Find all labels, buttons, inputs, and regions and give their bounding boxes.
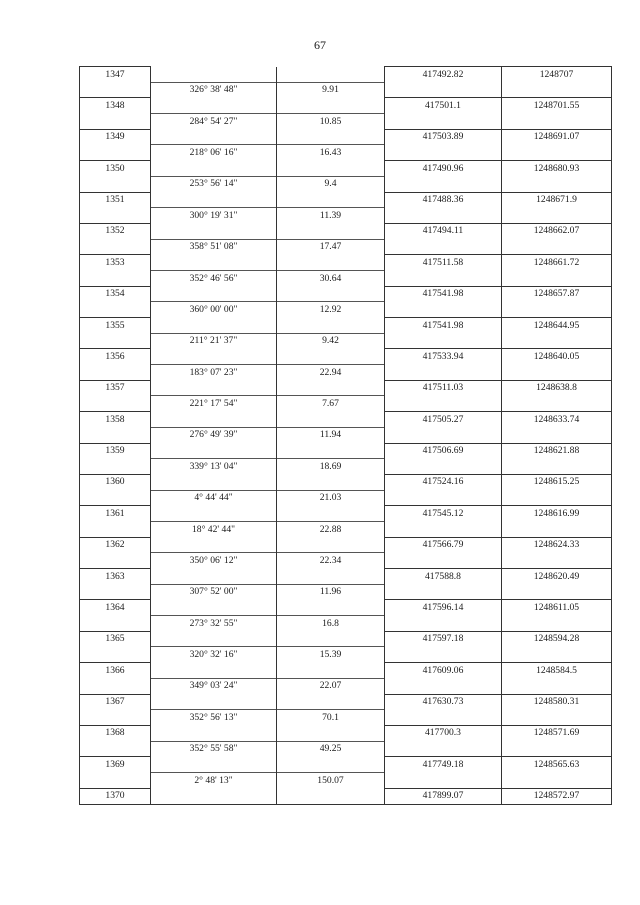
distance: 22.34: [277, 553, 385, 569]
distance-empty-cell: [277, 663, 385, 679]
y-coordinate: 1248661.72: [502, 255, 612, 271]
x-coordinate: 417630.73: [385, 694, 502, 710]
x-empty-cell: [385, 114, 502, 130]
x-empty-cell: [385, 741, 502, 757]
point-row: [80, 788, 612, 804]
point-row: [80, 349, 612, 365]
distance: 9.42: [277, 333, 385, 349]
y-coordinate: 1248572.97: [502, 788, 612, 804]
segment-row: [80, 741, 612, 757]
x-empty-cell: [385, 647, 502, 663]
bearing-empty-cell: [151, 757, 277, 773]
bearing-empty-cell: [151, 67, 277, 83]
y-empty-cell: [502, 521, 612, 537]
y-coordinate: 1248611.05: [502, 600, 612, 616]
bearing: 350° 06' 12": [151, 553, 277, 569]
point-row: [80, 443, 612, 459]
point-row: [80, 474, 612, 490]
point-id: 1355: [80, 318, 151, 334]
page-number: 67: [314, 38, 326, 52]
y-empty-cell: [502, 710, 612, 726]
y-empty-cell: [502, 616, 612, 632]
x-coordinate: 417749.18: [385, 757, 502, 773]
distance: 22.94: [277, 365, 385, 381]
distance-empty-cell: [277, 757, 385, 773]
point-row: [80, 255, 612, 271]
y-empty-cell: [502, 176, 612, 192]
point-empty-cell: [80, 145, 151, 161]
segment-row: [80, 490, 612, 506]
bearing-empty-cell: [151, 192, 277, 208]
distance: 30.64: [277, 270, 385, 286]
distance: 16.8: [277, 616, 385, 632]
x-empty-cell: [385, 396, 502, 412]
distance: 16.43: [277, 145, 385, 161]
distance: 15.39: [277, 647, 385, 663]
bearing: 211° 21' 37": [151, 333, 277, 349]
x-coordinate: 417566.79: [385, 537, 502, 553]
distance-empty-cell: [277, 443, 385, 459]
point-empty-cell: [80, 647, 151, 663]
bearing: 284° 54' 27": [151, 114, 277, 130]
point-id: 1365: [80, 631, 151, 647]
segment-row: [80, 616, 612, 632]
point-empty-cell: [80, 208, 151, 224]
distance: 22.88: [277, 521, 385, 537]
segment-row: [80, 114, 612, 130]
x-coordinate: 417541.98: [385, 318, 502, 334]
x-empty-cell: [385, 772, 502, 788]
x-coordinate: 417596.14: [385, 600, 502, 616]
point-row: [80, 569, 612, 585]
point-row: [80, 694, 612, 710]
segment-row: [80, 145, 612, 161]
bearing-empty-cell: [151, 788, 277, 804]
point-empty-cell: [80, 584, 151, 600]
bearing-empty-cell: [151, 631, 277, 647]
y-empty-cell: [502, 270, 612, 286]
point-row: [80, 129, 612, 145]
bearing-empty-cell: [151, 223, 277, 239]
distance-empty-cell: [277, 600, 385, 616]
bearing-empty-cell: [151, 663, 277, 679]
bearing: 273° 32' 55": [151, 616, 277, 632]
bearing: 349° 03' 24": [151, 678, 277, 694]
x-coordinate: 417597.18: [385, 631, 502, 647]
distance: 11.96: [277, 584, 385, 600]
segment-row: [80, 521, 612, 537]
bearing-empty-cell: [151, 286, 277, 302]
distance-empty-cell: [277, 412, 385, 428]
point-empty-cell: [80, 365, 151, 381]
bearing: 320° 32' 16": [151, 647, 277, 663]
point-id: 1353: [80, 255, 151, 271]
distance: 70.1: [277, 710, 385, 726]
point-id: 1358: [80, 412, 151, 428]
x-empty-cell: [385, 333, 502, 349]
point-row: [80, 600, 612, 616]
distance-empty-cell: [277, 255, 385, 271]
y-empty-cell: [502, 553, 612, 569]
x-empty-cell: [385, 553, 502, 569]
point-id: 1366: [80, 663, 151, 679]
x-coordinate: 417700.3: [385, 725, 502, 741]
point-row: [80, 663, 612, 679]
distance-empty-cell: [277, 380, 385, 396]
y-coordinate: 1248640.05: [502, 349, 612, 365]
y-coordinate: 1248701.55: [502, 98, 612, 114]
point-row: [80, 98, 612, 114]
distance: 150.07: [277, 772, 385, 788]
bearing-empty-cell: [151, 255, 277, 271]
point-empty-cell: [80, 616, 151, 632]
y-empty-cell: [502, 333, 612, 349]
bearing: 4° 44' 44": [151, 490, 277, 506]
distance-empty-cell: [277, 67, 385, 83]
y-empty-cell: [502, 584, 612, 600]
distance: 12.92: [277, 302, 385, 318]
segment-row: [80, 333, 612, 349]
bearing: 276° 49' 39": [151, 427, 277, 443]
bearing: 2° 48' 13": [151, 772, 277, 788]
segment-row: [80, 459, 612, 475]
y-coordinate: 1248571.69: [502, 725, 612, 741]
x-empty-cell: [385, 302, 502, 318]
x-coordinate: 417505.27: [385, 412, 502, 428]
distance: 22.07: [277, 678, 385, 694]
distance-empty-cell: [277, 631, 385, 647]
bearing-empty-cell: [151, 412, 277, 428]
x-coordinate: 417506.69: [385, 443, 502, 459]
point-row: [80, 412, 612, 428]
segment-row: [80, 710, 612, 726]
y-empty-cell: [502, 208, 612, 224]
y-coordinate: 1248594.28: [502, 631, 612, 647]
point-row: [80, 631, 612, 647]
point-id: 1361: [80, 506, 151, 522]
distance-empty-cell: [277, 192, 385, 208]
point-id: 1367: [80, 694, 151, 710]
segment-row: [80, 208, 612, 224]
x-empty-cell: [385, 490, 502, 506]
y-coordinate: 1248638.8: [502, 380, 612, 396]
point-empty-cell: [80, 114, 151, 130]
y-empty-cell: [502, 114, 612, 130]
x-empty-cell: [385, 208, 502, 224]
bearing: 307° 52' 00": [151, 584, 277, 600]
point-empty-cell: [80, 333, 151, 349]
bearing-empty-cell: [151, 349, 277, 365]
bearing-empty-cell: [151, 161, 277, 177]
bearing-empty-cell: [151, 98, 277, 114]
distance-empty-cell: [277, 223, 385, 239]
x-empty-cell: [385, 710, 502, 726]
x-coordinate: 417588.8: [385, 569, 502, 585]
x-coordinate: 417511.58: [385, 255, 502, 271]
distance-empty-cell: [277, 129, 385, 145]
point-row: [80, 192, 612, 208]
point-id: 1360: [80, 474, 151, 490]
bearing: 358° 51' 08": [151, 239, 277, 255]
bearing: 352° 46' 56": [151, 270, 277, 286]
y-coordinate: 1248707: [502, 67, 612, 83]
distance-empty-cell: [277, 318, 385, 334]
point-row: [80, 725, 612, 741]
x-coordinate: 417494.11: [385, 223, 502, 239]
point-row: [80, 537, 612, 553]
point-empty-cell: [80, 741, 151, 757]
point-id: 1352: [80, 223, 151, 239]
distance-empty-cell: [277, 506, 385, 522]
point-id: 1347: [80, 67, 151, 83]
y-coordinate: 1248680.93: [502, 161, 612, 177]
x-coordinate: 417545.12: [385, 506, 502, 522]
bearing-empty-cell: [151, 443, 277, 459]
point-id: 1357: [80, 380, 151, 396]
x-empty-cell: [385, 145, 502, 161]
point-id: 1359: [80, 443, 151, 459]
point-empty-cell: [80, 270, 151, 286]
distance: 9.91: [277, 82, 385, 98]
bearing: 218° 06' 16": [151, 145, 277, 161]
y-coordinate: 1248615.25: [502, 474, 612, 490]
bearing-empty-cell: [151, 569, 277, 585]
bearing: 326° 38' 48": [151, 82, 277, 98]
distance: 17.47: [277, 239, 385, 255]
distance-empty-cell: [277, 98, 385, 114]
distance: 7.67: [277, 396, 385, 412]
point-id: 1369: [80, 757, 151, 773]
distance-empty-cell: [277, 694, 385, 710]
bearing: 352° 55' 58": [151, 741, 277, 757]
distance: 49.25: [277, 741, 385, 757]
bearing-empty-cell: [151, 725, 277, 741]
segment-row: [80, 772, 612, 788]
point-empty-cell: [80, 427, 151, 443]
coordinate-table: [79, 66, 612, 805]
point-empty-cell: [80, 710, 151, 726]
distance-empty-cell: [277, 569, 385, 585]
distance: 11.94: [277, 427, 385, 443]
y-empty-cell: [502, 365, 612, 381]
x-coordinate: 417492.82: [385, 67, 502, 83]
distance: 11.39: [277, 208, 385, 224]
x-coordinate: 417490.96: [385, 161, 502, 177]
x-empty-cell: [385, 239, 502, 255]
x-empty-cell: [385, 270, 502, 286]
y-coordinate: 1248657.87: [502, 286, 612, 302]
point-id: 1356: [80, 349, 151, 365]
segment-row: [80, 270, 612, 286]
point-empty-cell: [80, 302, 151, 318]
y-empty-cell: [502, 647, 612, 663]
y-empty-cell: [502, 427, 612, 443]
point-empty-cell: [80, 239, 151, 255]
x-empty-cell: [385, 678, 502, 694]
y-empty-cell: [502, 145, 612, 161]
y-coordinate: 1248621.88: [502, 443, 612, 459]
bearing: 253° 56' 14": [151, 176, 277, 192]
y-coordinate: 1248633.74: [502, 412, 612, 428]
x-coordinate: 417524.16: [385, 474, 502, 490]
distance-empty-cell: [277, 725, 385, 741]
bearing-empty-cell: [151, 318, 277, 334]
x-empty-cell: [385, 459, 502, 475]
bearing: 352° 56' 13": [151, 710, 277, 726]
x-coordinate: 417488.36: [385, 192, 502, 208]
y-empty-cell: [502, 396, 612, 412]
segment-row: [80, 82, 612, 98]
segment-row: [80, 678, 612, 694]
point-empty-cell: [80, 678, 151, 694]
point-id: 1354: [80, 286, 151, 302]
distance-empty-cell: [277, 349, 385, 365]
bearing-empty-cell: [151, 474, 277, 490]
point-empty-cell: [80, 772, 151, 788]
segment-row: [80, 239, 612, 255]
distance-empty-cell: [277, 537, 385, 553]
bearing-empty-cell: [151, 600, 277, 616]
distance-empty-cell: [277, 286, 385, 302]
distance: 10.85: [277, 114, 385, 130]
point-row: [80, 506, 612, 522]
y-coordinate: 1248671.9: [502, 192, 612, 208]
bearing: 221° 17' 54": [151, 396, 277, 412]
segment-row: [80, 396, 612, 412]
point-row: [80, 286, 612, 302]
point-empty-cell: [80, 490, 151, 506]
y-coordinate: 1248620.49: [502, 569, 612, 585]
y-coordinate: 1248691.07: [502, 129, 612, 145]
point-id: 1363: [80, 569, 151, 585]
x-empty-cell: [385, 616, 502, 632]
y-empty-cell: [502, 772, 612, 788]
point-id: 1368: [80, 725, 151, 741]
x-empty-cell: [385, 521, 502, 537]
segment-row: [80, 647, 612, 663]
y-empty-cell: [502, 239, 612, 255]
distance: 18.69: [277, 459, 385, 475]
y-coordinate: 1248584.5: [502, 663, 612, 679]
distance: 21.03: [277, 490, 385, 506]
segment-row: [80, 365, 612, 381]
x-coordinate: 417501.1: [385, 98, 502, 114]
point-empty-cell: [80, 176, 151, 192]
bearing: 300° 19' 31": [151, 208, 277, 224]
bearing-empty-cell: [151, 129, 277, 145]
segment-row: [80, 427, 612, 443]
segment-row: [80, 176, 612, 192]
x-empty-cell: [385, 82, 502, 98]
point-id: 1364: [80, 600, 151, 616]
point-id: 1362: [80, 537, 151, 553]
y-empty-cell: [502, 302, 612, 318]
x-empty-cell: [385, 365, 502, 381]
point-id: 1349: [80, 129, 151, 145]
point-empty-cell: [80, 553, 151, 569]
segment-row: [80, 584, 612, 600]
y-empty-cell: [502, 459, 612, 475]
x-empty-cell: [385, 427, 502, 443]
bearing: 339° 13' 04": [151, 459, 277, 475]
y-coordinate: 1248644.95: [502, 318, 612, 334]
x-coordinate: 417609.06: [385, 663, 502, 679]
point-row: [80, 161, 612, 177]
y-empty-cell: [502, 82, 612, 98]
point-id: 1350: [80, 161, 151, 177]
y-empty-cell: [502, 741, 612, 757]
segment-row: [80, 553, 612, 569]
bearing: 18° 42' 44": [151, 521, 277, 537]
distance-empty-cell: [277, 161, 385, 177]
point-row: [80, 67, 612, 83]
y-coordinate: 1248616.99: [502, 506, 612, 522]
point-id: 1348: [80, 98, 151, 114]
bearing-empty-cell: [151, 537, 277, 553]
bearing-empty-cell: [151, 694, 277, 710]
point-row: [80, 318, 612, 334]
x-coordinate: 417899.07: [385, 788, 502, 804]
x-coordinate: 417541.98: [385, 286, 502, 302]
x-coordinate: 417533.94: [385, 349, 502, 365]
distance-empty-cell: [277, 474, 385, 490]
point-row: [80, 380, 612, 396]
point-row: [80, 757, 612, 773]
bearing-empty-cell: [151, 380, 277, 396]
y-coordinate: 1248565.63: [502, 757, 612, 773]
point-empty-cell: [80, 459, 151, 475]
point-id: 1351: [80, 192, 151, 208]
bearing-empty-cell: [151, 506, 277, 522]
point-row: [80, 223, 612, 239]
y-coordinate: 1248580.31: [502, 694, 612, 710]
x-empty-cell: [385, 176, 502, 192]
y-coordinate: 1248662.07: [502, 223, 612, 239]
y-empty-cell: [502, 490, 612, 506]
point-empty-cell: [80, 521, 151, 537]
distance-empty-cell: [277, 788, 385, 804]
x-coordinate: 417503.89: [385, 129, 502, 145]
bearing: 183° 07' 23": [151, 365, 277, 381]
point-empty-cell: [80, 396, 151, 412]
distance: 9.4: [277, 176, 385, 192]
point-empty-cell: [80, 82, 151, 98]
x-empty-cell: [385, 584, 502, 600]
y-coordinate: 1248624.33: [502, 537, 612, 553]
y-empty-cell: [502, 678, 612, 694]
x-coordinate: 417511.03: [385, 380, 502, 396]
point-id: 1370: [80, 788, 151, 804]
bearing: 360° 00' 00": [151, 302, 277, 318]
segment-row: [80, 302, 612, 318]
